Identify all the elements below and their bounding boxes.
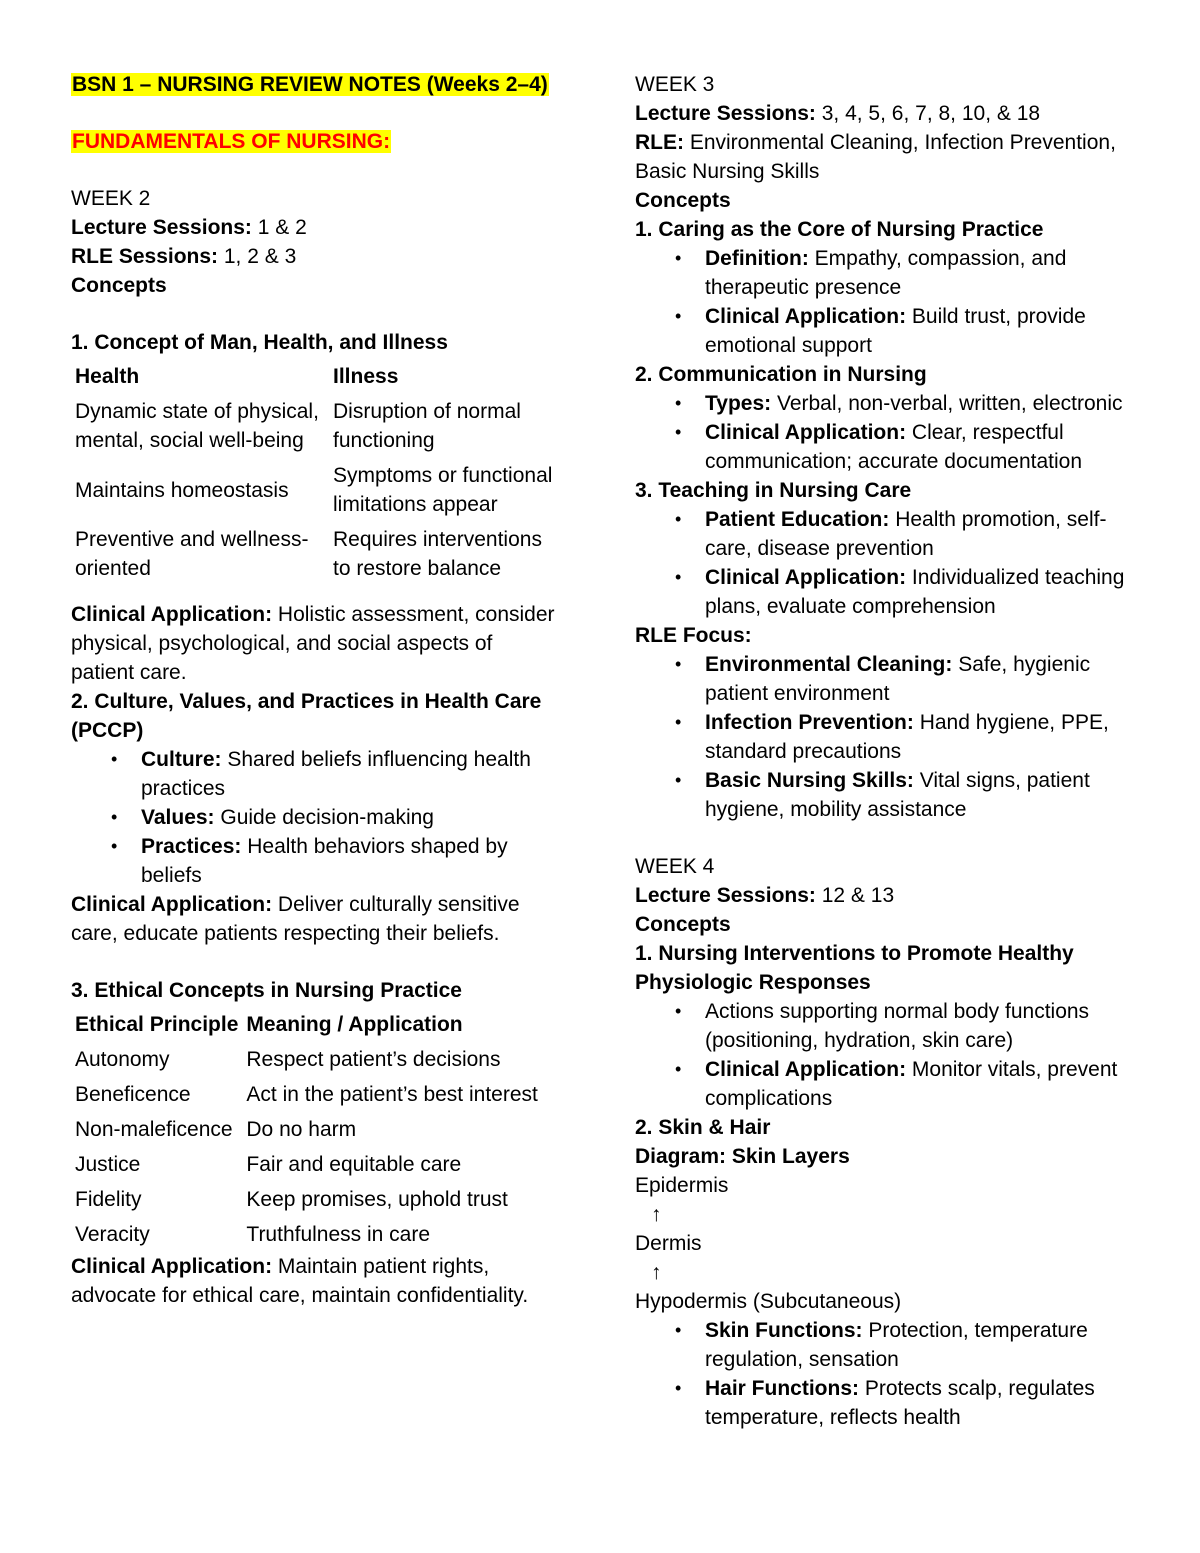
- table-cell: Preventive and wellness-oriented: [75, 528, 309, 580]
- list-item: • Clinical Application: Individualized teaching plans, evaluate comprehension: [635, 563, 1135, 621]
- table-cell: Justice: [75, 1153, 141, 1176]
- table-cell: Do no harm: [246, 1118, 357, 1141]
- list-item: • Definition: Empathy, compassion, and therapeutic presence: [635, 244, 1135, 302]
- document-title: BSN 1 – NURSING REVIEW NOTES (Weeks 2–4): [72, 73, 548, 96]
- table-cell: Autonomy: [75, 1048, 170, 1071]
- layer-hypodermis: Hypodermis (Subcutaneous): [635, 1290, 902, 1313]
- health-illness-table: [71, 359, 561, 586]
- week4-lecture: Lecture Sessions: 12 & 13: [635, 884, 895, 907]
- week3-concept3-title: 3. Teaching in Nursing Care: [635, 479, 912, 502]
- subject-heading: FUNDAMENTALS OF NURSING:: [72, 130, 391, 153]
- table-row: [71, 1077, 542, 1112]
- list-item: • Actions supporting normal body functions (positioning, hydration, skin care): [635, 997, 1135, 1055]
- teaching-list: [635, 505, 1135, 621]
- table-cell: Keep promises, uphold trust: [246, 1188, 508, 1211]
- layer-epidermis: Epidermis: [635, 1174, 729, 1197]
- week2-concept3-application: Clinical Application: Maintain patient rights, advocate for ethical care, maintain confidentiality.: [71, 1255, 529, 1307]
- list-item: • Culture: Shared beliefs influencing health practices: [71, 745, 561, 803]
- list-item: • Patient Education: Health promotion, self-care, disease prevention: [635, 505, 1135, 563]
- week2-concept2-application: Clinical Application: Deliver culturally sensitive care, educate patients respecting their beliefs.: [71, 893, 520, 945]
- table-row: [71, 1112, 542, 1147]
- table-cell: Beneficence: [75, 1083, 191, 1106]
- week3-rle-focus: RLE Focus:: [635, 624, 752, 647]
- table-row: [71, 394, 561, 458]
- table-header: Health: [75, 365, 140, 388]
- list-item: • Hair Functions: Protects scalp, regulates temperature, reflects health: [635, 1374, 1135, 1432]
- list-item: • Infection Prevention: Hand hygiene, PPE, standard precautions: [635, 708, 1135, 766]
- week3-heading: WEEK 3: [635, 73, 715, 96]
- table-header: Meaning / Application: [246, 1013, 463, 1036]
- table-cell: Dynamic state of physical, mental, social well-being: [75, 400, 319, 452]
- week3-concepts: Concepts: [635, 189, 731, 212]
- ethics-table: [71, 1007, 542, 1252]
- table-row: [71, 458, 561, 522]
- list-item: • Environmental Cleaning: Safe, hygienic patient environment: [635, 650, 1135, 708]
- week3-rle: RLE: Environmental Cleaning, Infection Prevention, Basic Nursing Skills: [635, 131, 1116, 183]
- list-item: • Basic Nursing Skills: Vital signs, patient hygiene, mobility assistance: [635, 766, 1135, 824]
- table-row: [71, 1147, 542, 1182]
- interventions-list: [635, 997, 1135, 1113]
- table-cell: Disruption of normal functioning: [333, 400, 521, 452]
- right-column: [635, 70, 1135, 1432]
- list-item: • Clinical Application: Clear, respectful communication; accurate documentation: [635, 418, 1135, 476]
- left-column: [71, 70, 561, 1310]
- list-item: • Types: Verbal, non-verbal, written, electronic: [635, 389, 1135, 418]
- culture-list: [71, 745, 561, 890]
- week2-concept2-title: 2. Culture, Values, and Practices in Health Care (PCCP): [71, 690, 542, 742]
- table-row: [71, 1182, 542, 1217]
- week3-lecture: Lecture Sessions: 3, 4, 5, 6, 7, 8, 10, & 18: [635, 102, 1041, 125]
- week4-concept2-title: 2. Skin & Hair: [635, 1116, 771, 1139]
- up-arrow-icon: ↑: [651, 1261, 662, 1284]
- layer-dermis: Dermis: [635, 1232, 702, 1255]
- week2-heading: WEEK 2: [71, 187, 151, 210]
- up-arrow-icon: ↑: [651, 1203, 662, 1226]
- table-cell: Fidelity: [75, 1188, 142, 1211]
- table-cell: Fair and equitable care: [246, 1153, 462, 1176]
- week4-heading: WEEK 4: [635, 855, 715, 878]
- caring-list: [635, 244, 1135, 360]
- list-item: • Clinical Application: Build trust, provide emotional support: [635, 302, 1135, 360]
- table-cell: Act in the patient’s best interest: [246, 1083, 538, 1106]
- table-row: [71, 1042, 542, 1077]
- table-cell: Respect patient’s decisions: [246, 1048, 501, 1071]
- list-item: • Skin Functions: Protection, temperature regulation, sensation: [635, 1316, 1135, 1374]
- week2-concept1-title: 1. Concept of Man, Health, and Illness: [71, 331, 448, 354]
- week3-concept2-title: 2. Communication in Nursing: [635, 363, 927, 386]
- table-cell: Requires interventions to restore balance: [333, 528, 542, 580]
- table-header: Ethical Principle: [75, 1013, 239, 1036]
- table-header-row: [71, 1007, 542, 1042]
- table-header: Illness: [333, 365, 399, 388]
- communication-list: [635, 389, 1135, 476]
- week2-rle: RLE Sessions: 1, 2 & 3: [71, 245, 297, 268]
- week2-concept1-application: Clinical Application: Holistic assessment, consider physical, psychological, and social aspects of patient care.: [71, 603, 555, 684]
- list-item: • Practices: Health behaviors shaped by beliefs: [71, 832, 561, 890]
- table-header-row: [71, 359, 561, 394]
- table-cell: Truthfulness in care: [246, 1223, 431, 1246]
- week2-concept3-title: 3. Ethical Concepts in Nursing Practice: [71, 979, 462, 1002]
- rle-focus-list: [635, 650, 1135, 824]
- table-row: [71, 522, 561, 586]
- skin-diagram-title: Diagram: Skin Layers: [635, 1145, 850, 1168]
- table-cell: Symptoms or functional limitations appear: [333, 464, 553, 516]
- table-cell: Non-maleficence: [75, 1118, 233, 1141]
- skin-hair-list: [635, 1316, 1135, 1432]
- week2-concepts: Concepts: [71, 274, 167, 297]
- list-item: • Clinical Application: Monitor vitals, prevent complications: [635, 1055, 1135, 1113]
- week3-concept1-title: 1. Caring as the Core of Nursing Practice: [635, 218, 1044, 241]
- list-item: • Values: Guide decision-making: [71, 803, 561, 832]
- week4-concept1-title: 1. Nursing Interventions to Promote Healthy Physiologic Responses: [635, 942, 1074, 994]
- week4-concepts: Concepts: [635, 913, 731, 936]
- table-cell: Veracity: [75, 1223, 150, 1246]
- table-cell: Maintains homeostasis: [75, 478, 289, 502]
- table-row: [71, 1217, 542, 1252]
- week2-lecture: Lecture Sessions: 1 & 2: [71, 216, 307, 239]
